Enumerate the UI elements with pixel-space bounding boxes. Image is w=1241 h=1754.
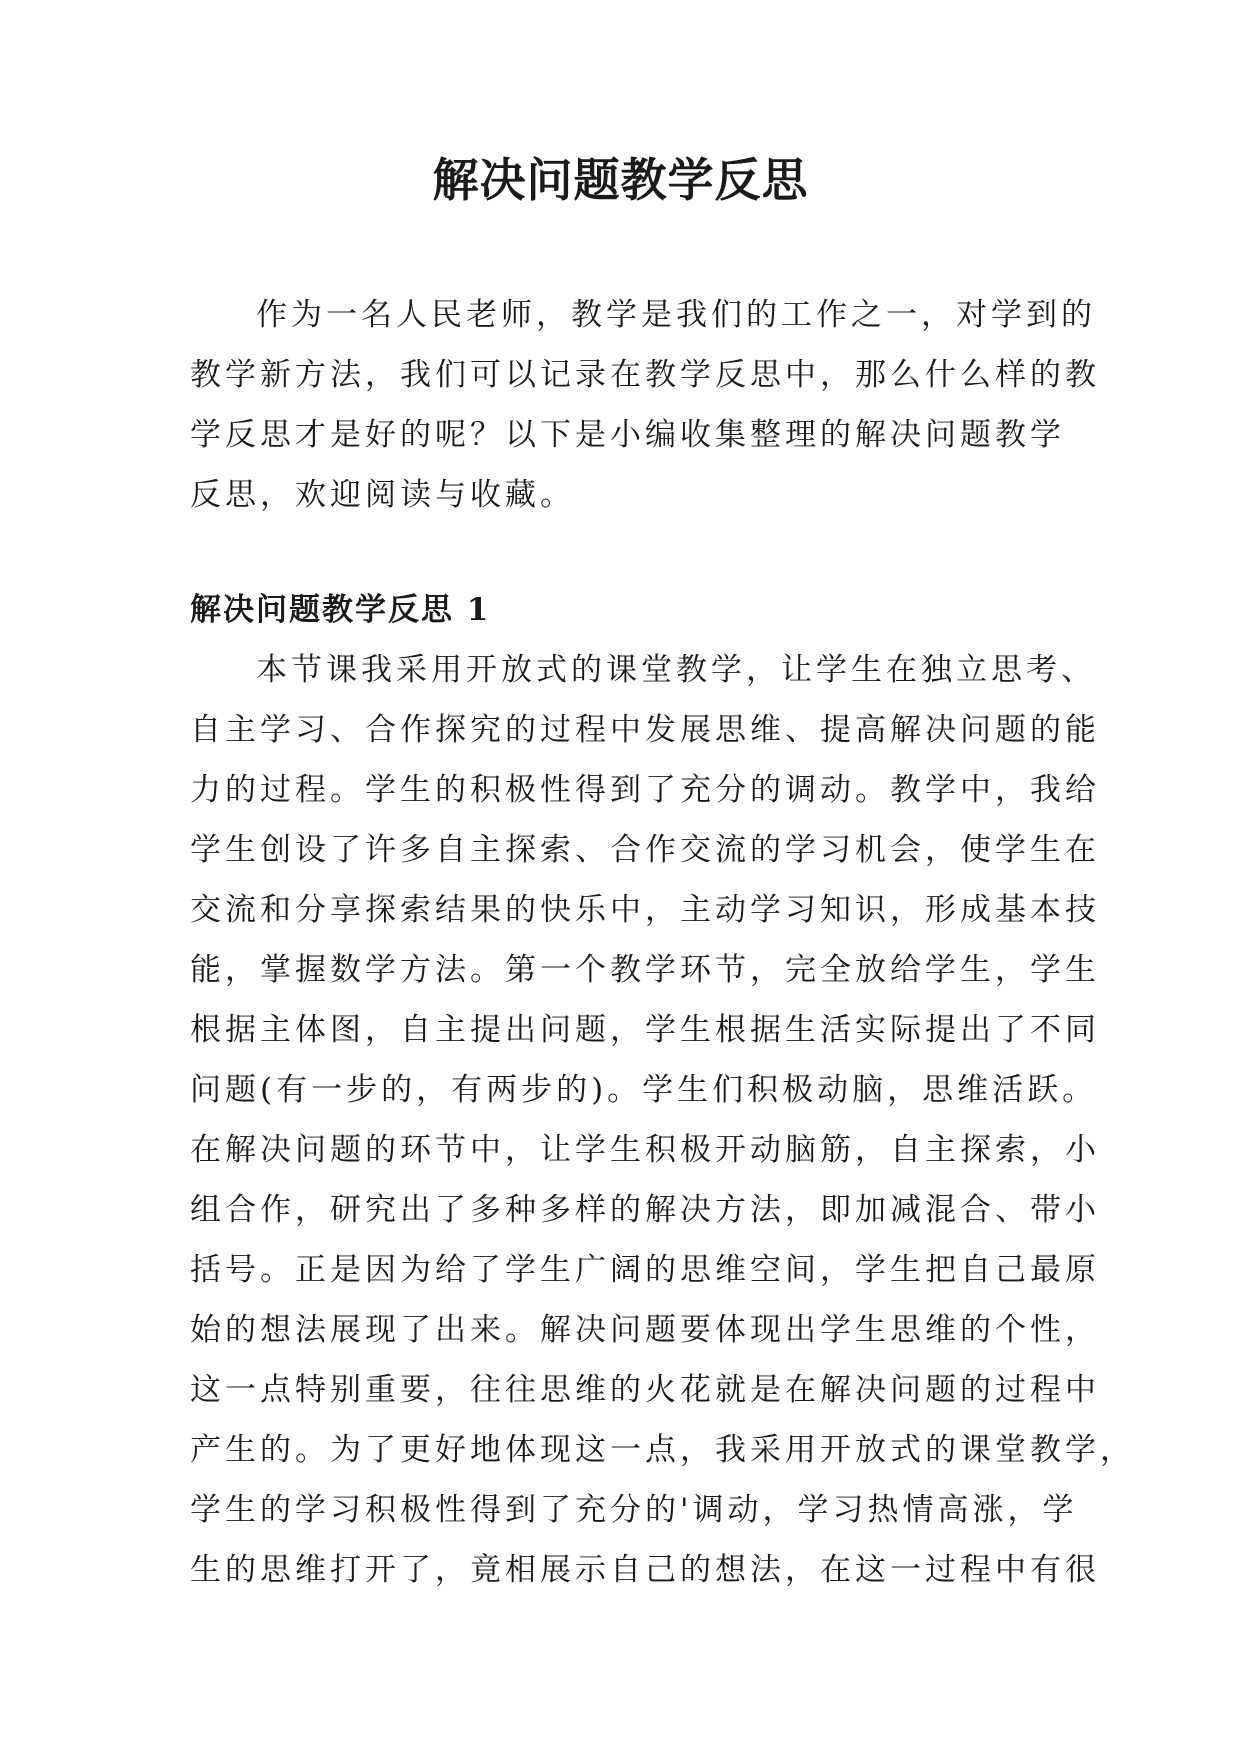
paragraph-line: 学生创设了许多自主探索、合作交流的学习机会，使学生在 (190, 832, 1100, 868)
paragraph-line: 力的过程。学生的积极性得到了充分的调动。教学中，我给 (190, 772, 1100, 808)
paragraph-line: 括号。正是因为给了学生广阔的思维空间，学生把自己最原 (190, 1252, 1100, 1288)
paragraph-line: 交流和分享探索结果的快乐中，主动学习知识，形成基本技 (190, 892, 1100, 928)
intro-line: 教学新方法，我们可以记录在教学反思中，那么什么样的教 (190, 357, 1100, 393)
section-heading: 解决问题教学反思 1 (190, 592, 491, 628)
paragraph-line: 问题(有一步的，有两步的)。学生们积极动脑，思维活跃。 (190, 1072, 1098, 1108)
intro-line: 学反思才是好的呢？以下是小编收集整理的解决问题教学 (190, 417, 1065, 453)
paragraph-line: 能，掌握数学方法。第一个教学环节，完全放给学生，学生 (190, 952, 1100, 988)
section-paragraph (190, 640, 1135, 1600)
intro-line: 反思，欢迎阅读与收藏。 (190, 477, 575, 513)
paragraph-line: 自主学习、合作探究的过程中发展思维、提高解决问题的能 (190, 712, 1100, 748)
paragraph-line: 生的思维打开了，竟相展示自己的想法，在这一过程中有很 (190, 1552, 1100, 1588)
paragraph-line: 这一点特别重要，往往思维的火花就是在解决问题的过程中 (190, 1372, 1100, 1408)
paragraph-line: 组合作，研究出了多种多样的解决方法，即加减混合、带小 (190, 1192, 1100, 1228)
intro-paragraph (190, 285, 1100, 525)
paragraph-line: 本节课我采用开放式的课堂教学，让学生在独立思考、 (256, 652, 1096, 688)
paragraph-line: 始的想法展现了出来。解决问题要体现出学生思维的个性， (190, 1312, 1100, 1348)
intro-line: 作为一名人民老师，教学是我们的工作之一，对学到的 (256, 297, 1096, 333)
paragraph-line: 根据主体图，自主提出问题，学生根据生活实际提出了不同 (190, 1012, 1100, 1048)
paragraph-line: 产生的。为了更好地体现这一点，我采用开放式的课堂教学， (190, 1432, 1135, 1468)
paragraph-line: 在解决问题的环节中，让学生积极开动脑筋，自主探索，小 (190, 1132, 1100, 1168)
paragraph-line: 学生的学习积极性得到了充分的'调动，学习热情高涨，学 (190, 1492, 1078, 1528)
document-title: 解决问题教学反思 (432, 153, 809, 207)
